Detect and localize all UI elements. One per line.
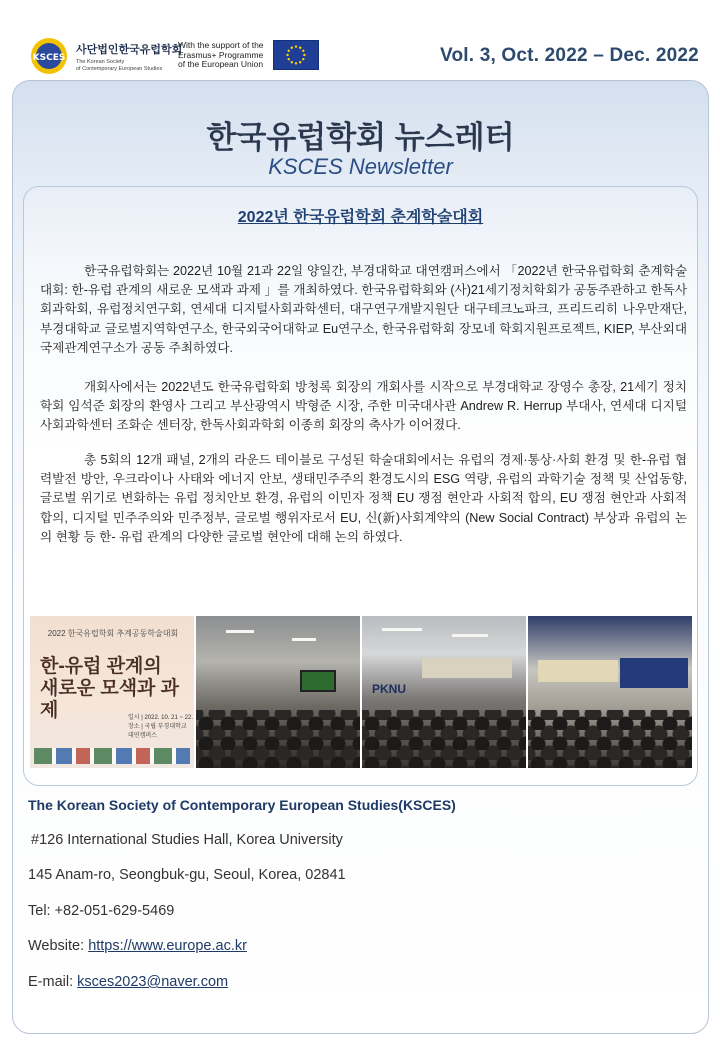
stage-backdrop [620, 658, 688, 688]
conference-room-photo-3 [528, 616, 692, 768]
footer-tel: Tel: +82-051-629-5469 [28, 903, 175, 919]
ceiling-light [226, 630, 254, 633]
eu-star-icon [299, 61, 301, 63]
conference-poster-photo [30, 616, 194, 768]
svg-text:KSCES: KSCES [32, 53, 66, 63]
conference-room-photo-2 [362, 616, 526, 768]
website-label: Website: [28, 938, 89, 954]
audience [196, 710, 360, 768]
eu-flag-icon [273, 40, 319, 70]
eu-star-icon [302, 50, 304, 52]
poster-info: 일시 | 2022. 10. 21 ~ 22. 장소 | 국립 부경대학교 대연캠퍼스 [128, 715, 194, 739]
article-paragraph-2: 개회사에서는 2022년도 한국유럽학회 방청록 회장의 개회사를 시작으로 부경대학교 장영수 총장, 21세기 정치학회 임석준 회장의 환영사 그리고 부산광역시 박형준 시장, 주한 미국대사관 Andrew R. Herrup 부대사, 연세대 디지털사회과학센터 조화순 센터장, 한독사회과학회 이종희 회장의 축사가 이어졌다. [40, 380, 687, 433]
article-paragraph-1: 한국유럽학회는 2022년 10월 21과 22일 양일간, 부경대학교 대연캠퍼스에서 「2022년 한국유럽학회 춘계학술대회: 한-유럽 관계의 새로운 모색과 과제 」를 개최하였다. 한국유럽학회와 (사)21세기정치학회가 공동주관하고 한독사회과학회, 유럽정치연구회, 연세대 디지털사회과학센터, 대구연구개발지원단 대구테크노파크, 프리드리히 나우만재단, 부경대학교 글로벌지역학연구소, 한국외국어대학교 Eu연구소, 한국유럽학회 장모네 학회지원프로젝트, KIEP, 부산외대 국제관계연구소가 공동 주최하였다. [40, 264, 687, 355]
article-title: 2022년 한국유럽학회 춘계학술대회 [237, 209, 484, 226]
ksces-wordmark [76, 41, 183, 73]
audience [362, 710, 526, 768]
eu-star-icon [302, 58, 304, 60]
email-label: E-mail: [28, 974, 78, 990]
eu-star-icon [286, 54, 288, 56]
eu-star-icon [299, 47, 301, 49]
footer-email [28, 974, 228, 990]
ksces-korean-name: 사단법인한국유럽학회 [76, 44, 183, 56]
eu-star-icon [295, 45, 297, 47]
event-banner [538, 660, 618, 682]
ceiling-light [452, 634, 488, 637]
eu-star-icon [291, 47, 293, 49]
erasmus-support-text: With the support of the Erasmus+ Programme of the European Union [178, 40, 264, 69]
event-banner [422, 658, 512, 678]
newsletter-title-korean: 한국유럽학회 뉴스레터 [206, 120, 515, 155]
footer-address-2: 145 Anam-ro, Seongbuk-gu, Seoul, Korea, 02841 [28, 867, 346, 883]
website-link[interactable]: https://www.europe.ac.kr [88, 938, 247, 954]
eu-star-icon [303, 54, 305, 56]
conference-room-photo-1 [196, 616, 360, 768]
footer-website [28, 938, 247, 954]
ksces-logo-icon [28, 36, 70, 76]
eu-star-icon [288, 58, 290, 60]
poster-header: 2022 한국유럽학회 추계공동학술대회 [47, 629, 179, 638]
ceiling-light [292, 638, 316, 641]
footer-address-1: #126 International Studies Hall, Korea University [31, 832, 343, 848]
eu-star-icon [291, 61, 293, 63]
pknu-sign: PKNU [372, 682, 407, 696]
newsletter-title-english: KSCES Newsletter [268, 154, 453, 179]
ceiling-light [382, 628, 422, 631]
eu-star-icon [295, 62, 297, 64]
poster-sponsor-logos [34, 748, 190, 764]
footer-organization: The Korean Society of Contemporary European Studies(KSCES) [28, 797, 456, 813]
audience [528, 710, 692, 768]
email-link[interactable]: ksces2023@naver.com [77, 974, 229, 990]
presentation-screen [300, 670, 336, 692]
article-paragraph-3: 총 5회의 12개 패널, 2개의 라운드 테이블로 구성된 학술대회에서는 유럽의 경제·통상·사회 환경 및 한-유럽 협력발전 방안, 우크라이나 사태와 에너지 안보, 생태민주주의 환경도시의 ESG 역량, 유럽의 과학기술 정책 및 산업동향, 글로벌 위기로 변화하는 유럽 정치안보 환경, 유럽의 이민자 정책 EU 쟁점 현안과 사회적 합의, EU 쟁점 현안과 사회적 합의, 디지털 민주주의와 민주정부, 글로벌 행위자로서 EU, 신(新)사회계약의 (New Social Contract) 부상과 유럽의 논의 현황 등 한- 유럽 관계의 다양한 글로벌 현안에 대해 논의 하였다. [40, 453, 687, 544]
eu-star-icon [288, 50, 290, 52]
page-header [0, 0, 720, 78]
issue-volume-date: Vol. 3, Oct. 2022 – Dec. 2022 [440, 45, 699, 66]
poster-title: 한-유럽 관계의 새로운 모색과 과제 [40, 656, 180, 721]
ksces-english-name: The Korean Society of Contemporary European Studies [76, 59, 163, 72]
